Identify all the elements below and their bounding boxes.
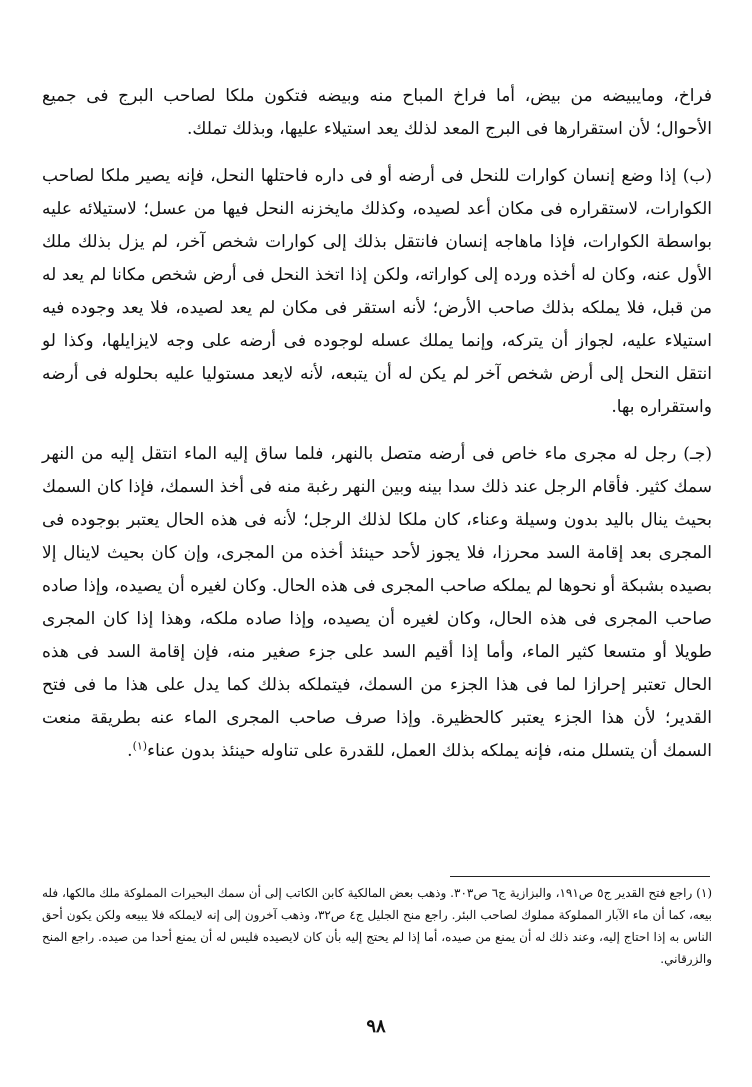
paragraph-2-bees: (ب) إذا وضع إنسان كوارات للنحل فى أرضه أو فى داره فاحتلها النحل، فإنه يصير ملكا لصاحب الكوارات، لاستقراره فى مكان أعد لصيده، وكذلك مايخزنه النحل فيها من عسل؛ لاستيلائه عليه بواسطة الكوارات، فإذا ماهاجه إنسان فانتقل بذلك إلى كوارات شخص آخر، لم يزل بذلك ملك الأول عنه، وكان له أخذه ورده إلى كواراته، ولكن إذا اتخذ النحل فى أرض شخص مكانا لم يعد له من قبل، فلا يملكه بذلك صاحب الأرض؛ لأنه استقر فى مكان لم يعد لصيده، فلا يعد وجوده فيه استيلاء عليه، لجواز أن يتركه، وإنما يملك عسله لوجوده فى أرضه على وجه لايزايلها، وكذا لو انتقل النحل إلى أرض شخص آخر لم يكن له أن يتبعه، لأنه لايعد مستوليا عليه بحلوله فى أرضه واستقراره بها. — [42, 166, 712, 417]
paragraph-3-fish: (جـ) رجل له مجرى ماء خاص فى أرضه متصل بالنهر، فلما ساق إليه الماء انتقل إليه من النهر سمك كثير. فأقام الرجل عند ذلك سدا بينه وبين النهر رغبة منه فى أخذ السمك، فإذا كان السمك بحيث ينال باليد بدون وسيلة وعناء، كان ملكا لذلك الرجل؛ لأنه فى هذه الحال يعتبر بوجوده فى المجرى بعد إقامة السد محرزا، فلا يجوز لأحد حينئذ أخذه من المجرى، وإن كان بحيث لاينال إلا بصيده بشبكة أو نحوها لم يملكه صاحب المجرى فى هذه الحال. وكان لغيره أن يصيده، وإذا صاده صاحب المجرى فى هذه الحال، وكان لغيره أن يصيده، وإذا صاده ملكه، وهذا إذا كان المجرى طويلا أو متسعا كثير الماء، وأما إذا أقيم السد على جزء صغير منه، فإن إقامة السد فى هذه الحال تعتبر إحرازا لما فى هذا الجزء من السمك، فيتملكه بذلك كما يدل على هذا ما فى فتح القدير؛ لأن هذا الجزء يعتبر كالحظيرة. وإذا صرف صاحب المجرى الماء عنه بطريقة منعت السمك أن يتسلل منه، فإنه يملكه بذلك العمل، للقدرة على تناوله حينئذ بدون عناء$^{(١)}$. — [42, 444, 712, 761]
paragraph-3-text: (جـ) رجل له مجرى ماء خاص فى أرضه متصل بالنهر، فلما ساق إليه الماء انتقل إليه من النهر سمك كثير. فأقام الرجل عند ذلك سدا بينه وبين النهر رغبة منه فى أخذ السمك، فإذا كان السمك بحيث ينال باليد بدون وسيلة وعناء، كان ملكا لذلك الرجل؛ لأنه فى هذه الحال يعتبر بوجوده فى المجرى بعد إقامة السد محرزا، فلا يجوز لأحد حينئذ أخذه من المجرى، وإن كان بحيث لاينال إلا بصيده بشبكة أو نحوها لم يملكه صاحب المجرى فى هذه الحال. وكان لغيره أن يصيده، وإذا صاده صاحب المجرى فى هذه الحال، وكان لغيره أن يصيده، وإذا صاده ملكه، وهذا إذا كان المجرى طويلا أو متسعا كثير الماء، وأما إذا أقيم السد على جزء صغير منه، فإن إقامة السد فى هذه الحال تعتبر إحرازا لما فى هذا الجزء من السمك، فيتملكه بذلك كما يدل على هذا ما فى فتح القدير؛ لأن هذا الجزء يعتبر كالحظيرة. وإذا صرف صاحب المجرى الماء عنه بطريقة منعت السمك أن يتسلل منه، فإنه يملكه بذلك العمل، للقدرة على تناوله حينئذ بدون عناء — [42, 444, 712, 761]
page-number: ٩٨ — [366, 1016, 386, 1037]
paragraph-1: فراخ، ومايبيضه من بيض، أما فراخ المباح منه وبيضه فتكون ملكا لصاحب البرج فى جميع الأحوال؛ لأن استقرارها فى البرج المعد لذلك يعد استيلاء عليها، وبذلك تملك. — [42, 86, 712, 139]
main-text — [42, 80, 712, 768]
footnote: (١) راجع فتح القدير ج٥ ص١٩١، والبزازية ج٦ ص٣٠٣. وذهب بعض المالكية كابن الكاتب إلى أن سمك البحيرات المملوكة ملك مالكها، فله بيعه، كما أن ماء الآبار المملوكة مملوك لصاحب البئر. راجع منح الجليل ج٤ ص٣٢، وذهب آخرون إلى إنه لايملكه فلا يبيعه ولكن يكون أحق الناس به إذا احتاج إليه، وعند ذلك له أن يمنع من صيده، أما إذا لم يحتج إليه بأن كان لايصيده فليس له أن يمنع أحدا من صيده. راجع المنح والزرقاني. — [42, 886, 713, 966]
footnote-reference: (١) — [132, 739, 148, 753]
footnote-separator — [450, 876, 710, 877]
